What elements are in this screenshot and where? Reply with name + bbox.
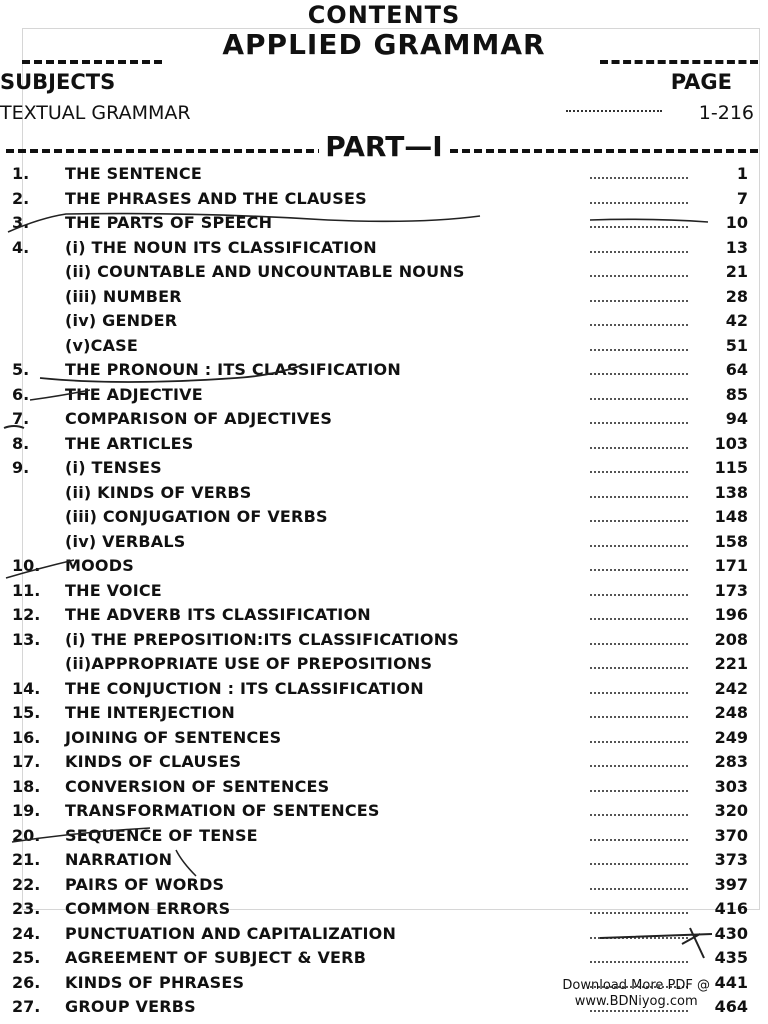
entry-title: SEQUENCE OF TENSE bbox=[65, 825, 258, 845]
entry-page: 21 bbox=[725, 262, 748, 281]
entry-page: 373 bbox=[714, 850, 748, 869]
leader-dots bbox=[590, 324, 688, 326]
leader-dots bbox=[590, 202, 688, 204]
leader-dots bbox=[590, 863, 688, 865]
page-heading: PAGE bbox=[670, 70, 732, 94]
entry-number: 27. bbox=[12, 997, 41, 1016]
toc-row bbox=[0, 628, 768, 653]
entry-number: 23. bbox=[12, 899, 41, 918]
entry-title: TRANSFORMATION OF SENTENCES bbox=[65, 801, 380, 820]
entry-page: 221 bbox=[714, 654, 748, 673]
entry-title: THE SENTENCE bbox=[65, 164, 202, 183]
entry-number: 7. bbox=[12, 409, 30, 428]
toc-row bbox=[0, 481, 768, 506]
entry-title: (i) TENSES bbox=[65, 458, 162, 477]
entry-number: 16. bbox=[12, 727, 41, 747]
entry-number: 11. bbox=[12, 580, 41, 600]
leader-dots bbox=[590, 349, 688, 351]
entry-page: 115 bbox=[714, 458, 748, 477]
entry-number: 22. bbox=[12, 874, 41, 894]
entry-title: (iii) NUMBER bbox=[65, 286, 182, 306]
leader-dots bbox=[590, 667, 688, 669]
entry-title: KINDS OF PHRASES bbox=[65, 972, 245, 992]
toc-row bbox=[0, 211, 768, 236]
entry-page: 320 bbox=[714, 801, 748, 820]
entry-page: 249 bbox=[714, 727, 748, 747]
entry-title: THE VOICE bbox=[65, 580, 162, 600]
entry-number: 18. bbox=[12, 776, 41, 796]
entry-page: 85 bbox=[725, 384, 748, 404]
leader-dots bbox=[590, 741, 688, 743]
footer-line-1: Download More PDF @ bbox=[562, 978, 710, 993]
toc-row bbox=[0, 824, 768, 849]
entry-page: 103 bbox=[714, 433, 748, 453]
entry-page: 435 bbox=[714, 948, 748, 967]
entry-title: THE PRONOUN : ITS CLASSIFICATION bbox=[65, 360, 401, 379]
toc-row bbox=[0, 530, 768, 555]
toc-row bbox=[0, 505, 768, 530]
entry-number: 17. bbox=[12, 752, 41, 771]
leader-dots bbox=[590, 618, 688, 620]
entry-title: PAIRS OF WORDS bbox=[65, 874, 225, 894]
entry-number: 3. bbox=[12, 213, 30, 232]
toc-row bbox=[0, 407, 768, 432]
entry-page: 13 bbox=[725, 237, 748, 257]
toc-row bbox=[0, 701, 768, 726]
entry-title: (ii) KINDS OF VERBS bbox=[65, 482, 252, 502]
toc-row bbox=[0, 750, 768, 775]
toc-row bbox=[0, 652, 768, 677]
toc-row bbox=[0, 285, 768, 310]
leader-dots bbox=[590, 251, 688, 253]
entry-number: 6. bbox=[12, 384, 30, 404]
toc-list bbox=[0, 162, 768, 1020]
entry-page: 441 bbox=[714, 972, 748, 992]
entry-number: 5. bbox=[12, 360, 30, 379]
book-title: APPLIED GRAMMAR bbox=[222, 28, 546, 61]
entry-page: 242 bbox=[714, 678, 748, 698]
leader-dots bbox=[590, 545, 688, 547]
toc-row bbox=[0, 309, 768, 334]
entry-number: 9. bbox=[12, 458, 30, 477]
toc-row bbox=[0, 775, 768, 800]
entry-page: 1 bbox=[736, 164, 748, 183]
entry-number: 4. bbox=[12, 237, 30, 257]
entry-page: 94 bbox=[725, 409, 748, 428]
leader-dots bbox=[590, 471, 688, 473]
entry-title: THE ADJECTIVE bbox=[65, 384, 203, 404]
entry-page: 196 bbox=[714, 605, 748, 624]
entry-number: 12. bbox=[12, 605, 41, 624]
entry-title: (iv) VERBALS bbox=[65, 531, 186, 551]
textual-grammar-page: 1-216 bbox=[698, 102, 754, 124]
entry-page: 7 bbox=[736, 188, 748, 208]
entry-title: PUNCTUATION AND CAPITALIZATION bbox=[65, 923, 397, 943]
entry-page: 10 bbox=[725, 213, 748, 232]
leader-dots bbox=[590, 765, 688, 767]
leader-dots bbox=[590, 275, 688, 277]
entry-title: THE INTERJECTION bbox=[65, 703, 235, 722]
leader-dots bbox=[590, 814, 688, 816]
leader-dots bbox=[590, 594, 688, 596]
entry-number: 26. bbox=[12, 972, 41, 992]
contents-title: CONTENTS bbox=[307, 1, 461, 29]
leader-dots bbox=[590, 888, 688, 890]
entry-title: JOINING OF SENTENCES bbox=[65, 727, 282, 747]
toc-row bbox=[0, 358, 768, 383]
leader-dots bbox=[590, 643, 688, 645]
entry-title: (ii)APPROPRIATE USE OF PREPOSITIONS bbox=[65, 654, 433, 673]
leader-dots bbox=[590, 569, 688, 571]
toc-row bbox=[0, 946, 768, 971]
leader-dots bbox=[590, 177, 688, 179]
divider-dash-left bbox=[22, 60, 162, 64]
entry-number: 8. bbox=[12, 433, 30, 453]
leader-dots bbox=[590, 912, 688, 914]
entry-page: 158 bbox=[714, 531, 748, 551]
entry-page: 173 bbox=[714, 580, 748, 600]
entry-page: 283 bbox=[714, 752, 748, 771]
entry-page: 208 bbox=[714, 629, 748, 649]
entry-title: AGREEMENT OF SUBJECT & VERB bbox=[65, 948, 367, 967]
entry-number: 14. bbox=[12, 678, 41, 698]
entry-number: 2. bbox=[12, 188, 30, 208]
entry-page: 64 bbox=[725, 360, 748, 379]
entry-number: 21. bbox=[12, 850, 41, 869]
entry-number: 19. bbox=[12, 801, 41, 820]
toc-row bbox=[0, 603, 768, 628]
toc-row bbox=[0, 726, 768, 751]
leader-dots bbox=[590, 937, 688, 939]
toc-row bbox=[0, 162, 768, 187]
toc-row bbox=[0, 383, 768, 408]
entry-number: 10. bbox=[12, 556, 41, 575]
entry-title: (i) THE NOUN ITS CLASSIFICATION bbox=[65, 237, 377, 257]
toc-row bbox=[0, 799, 768, 824]
entry-page: 28 bbox=[725, 286, 748, 306]
entry-title: THE PARTS OF SPEECH bbox=[65, 213, 273, 232]
part-heading bbox=[0, 132, 768, 162]
toc-row bbox=[0, 236, 768, 261]
entry-title: GROUP VERBS bbox=[65, 997, 196, 1016]
entry-title: (ii) COUNTABLE AND UNCOUNTABLE NOUNS bbox=[65, 262, 465, 281]
leader-dots bbox=[590, 839, 688, 841]
leader-dots bbox=[590, 496, 688, 498]
entry-page: 397 bbox=[714, 874, 748, 894]
leader-dots bbox=[590, 422, 688, 424]
leader-dots bbox=[590, 226, 688, 228]
entry-page: 171 bbox=[714, 556, 748, 575]
entry-page: 430 bbox=[714, 923, 748, 943]
entry-page: 370 bbox=[714, 825, 748, 845]
leader-dots bbox=[566, 110, 662, 112]
toc-row bbox=[0, 260, 768, 285]
entry-page: 148 bbox=[714, 507, 748, 526]
entry-title: COMMON ERRORS bbox=[65, 899, 231, 918]
entry-title: THE CONJUCTION : ITS CLASSIFICATION bbox=[65, 678, 424, 698]
entry-title: (i) THE PREPOSITION:ITS CLASSIFICATIONS bbox=[65, 629, 460, 649]
entry-page: 248 bbox=[714, 703, 748, 722]
footer-line-2: www.BDNiyog.com bbox=[574, 994, 698, 1009]
entry-page: 42 bbox=[725, 311, 748, 330]
toc-row bbox=[0, 554, 768, 579]
toc-row bbox=[0, 848, 768, 873]
entry-title: THE ARTICLES bbox=[65, 433, 194, 453]
toc-row bbox=[0, 187, 768, 212]
entry-page: 138 bbox=[714, 482, 748, 502]
leader-dots bbox=[590, 520, 688, 522]
entry-title: CONVERSION OF SENTENCES bbox=[65, 776, 330, 796]
leader-dots bbox=[590, 790, 688, 792]
entry-page: 303 bbox=[714, 776, 748, 796]
entry-title: (v)CASE bbox=[65, 335, 139, 355]
entry-page: 51 bbox=[725, 335, 748, 355]
textual-grammar-label: TEXTUAL GRAMMAR bbox=[0, 102, 191, 124]
entry-title: KINDS OF CLAUSES bbox=[65, 752, 242, 771]
entry-number: 20. bbox=[12, 825, 41, 845]
toc-row bbox=[0, 922, 768, 947]
entry-title: (iii) CONJUGATION OF VERBS bbox=[65, 507, 328, 526]
entry-page: 464 bbox=[714, 997, 748, 1016]
toc-row bbox=[0, 334, 768, 359]
entry-title: NARRATION bbox=[65, 850, 173, 869]
leader-dots bbox=[590, 447, 688, 449]
leader-dots bbox=[590, 398, 688, 400]
entry-number: 15. bbox=[12, 703, 41, 722]
entry-title: THE ADVERB ITS CLASSIFICATION bbox=[65, 605, 371, 624]
toc-row bbox=[0, 897, 768, 922]
entry-number: 13. bbox=[12, 629, 41, 649]
toc-row bbox=[0, 579, 768, 604]
part-label: PART—I bbox=[319, 130, 448, 163]
leader-dots bbox=[590, 961, 688, 963]
leader-dots bbox=[590, 1010, 688, 1012]
entry-title: (iv) GENDER bbox=[65, 311, 178, 330]
leader-dots bbox=[590, 692, 688, 694]
toc-row bbox=[0, 677, 768, 702]
entry-page: 416 bbox=[714, 899, 748, 918]
subjects-heading: SUBJECTS bbox=[0, 70, 116, 94]
leader-dots bbox=[590, 300, 688, 302]
leader-dots bbox=[590, 373, 688, 375]
entry-number: 1. bbox=[12, 164, 30, 183]
leader-dots bbox=[590, 716, 688, 718]
toc-row bbox=[0, 873, 768, 898]
toc-row bbox=[0, 432, 768, 457]
toc-row bbox=[0, 456, 768, 481]
download-footer[interactable] bbox=[562, 978, 710, 1010]
divider-dash-right bbox=[600, 60, 758, 64]
entry-number: 24. bbox=[12, 923, 41, 943]
entry-number: 25. bbox=[12, 948, 41, 967]
entry-title: MOODS bbox=[65, 556, 134, 575]
entry-title: COMPARISON OF ADJECTIVES bbox=[65, 409, 333, 428]
entry-title: THE PHRASES AND THE CLAUSES bbox=[65, 188, 367, 208]
